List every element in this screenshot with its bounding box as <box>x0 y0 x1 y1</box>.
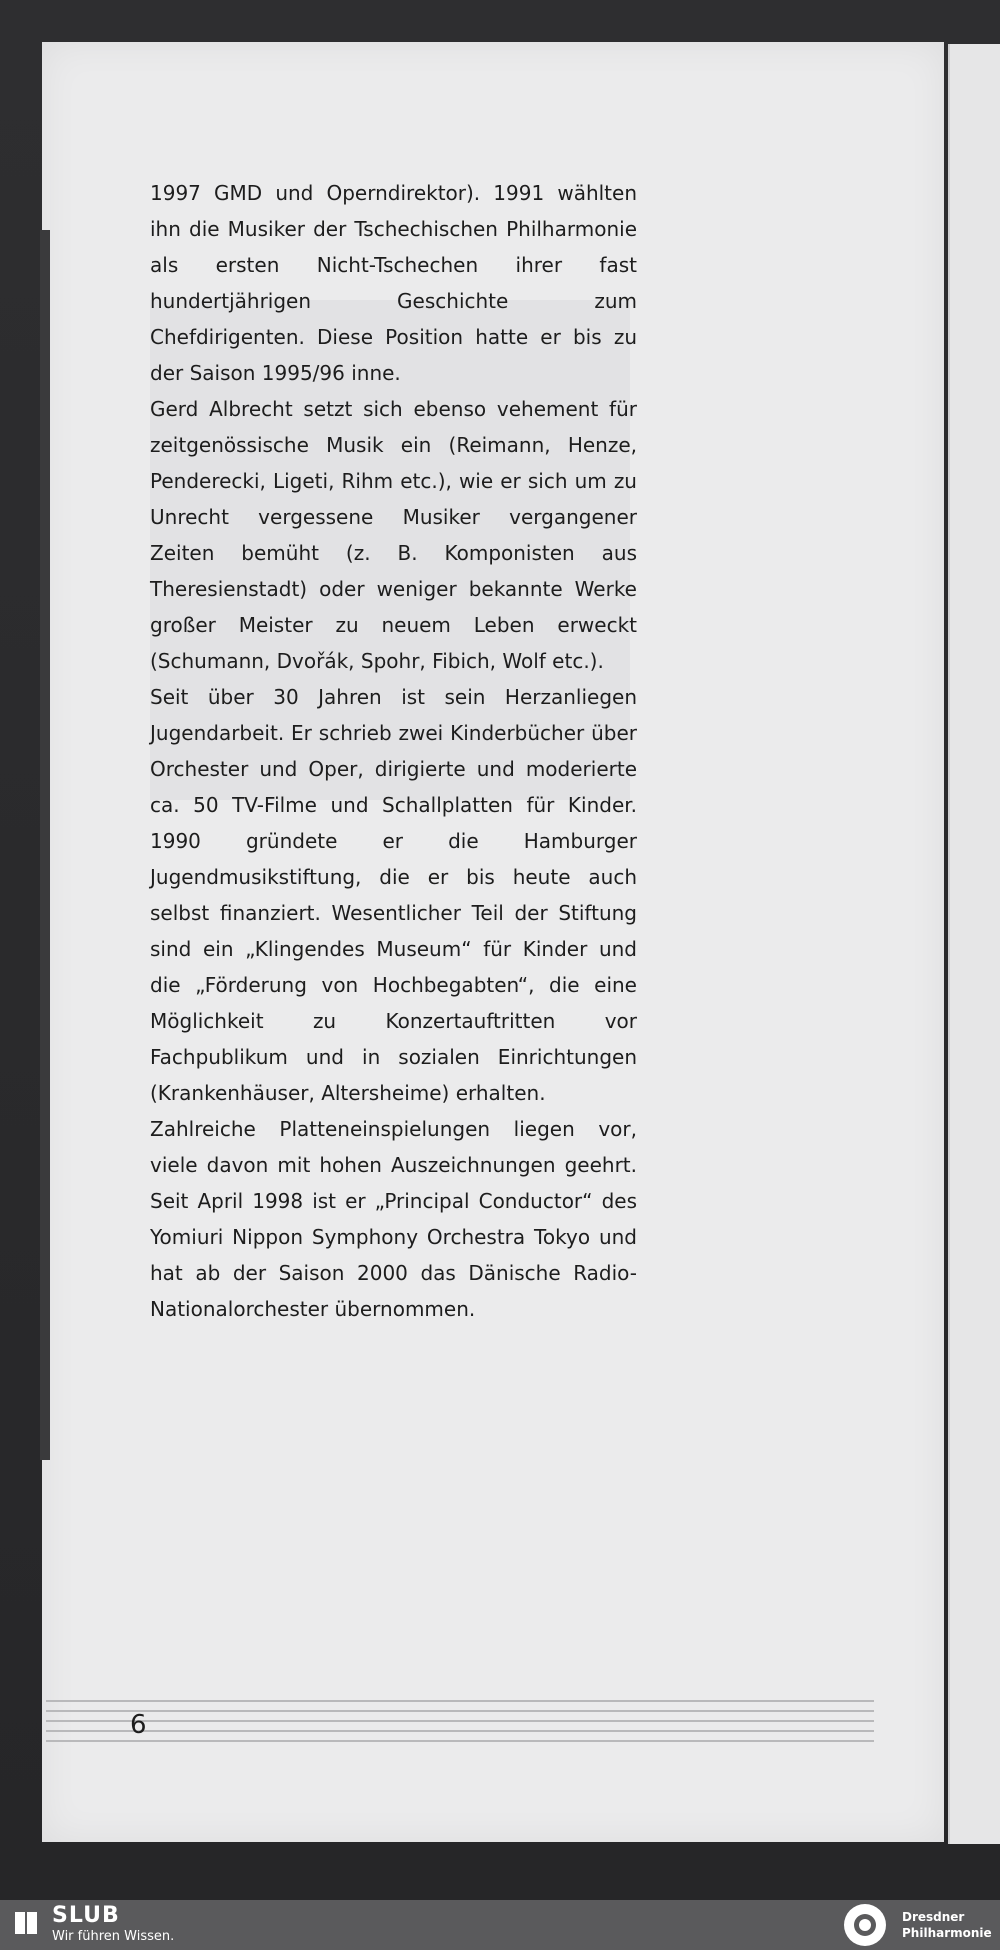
dp-name-line2: Philharmonie <box>902 1926 992 1940</box>
paragraph: Seit über 30 Jahren ist sein Herzanliegen Jugendarbeit. Er schrieb zwei Kinderbücher über Orchester und Oper, dirigierte und moderierte ca. 50 TV-Filme und Schallplatten für Kinder. 1990 gründete er die Hamburger Jugendmusikstiftung, die er bis heute auch selbst finanziert. Wesentlicher Teil der Stiftung sind ein „Klingendes Museum“ für Kinder und die „Förderung von Hochbegabten“, die eine Möglichkeit zu Konzertauftritten vor Fachpublikum und in sozialen Einrichtungen (Krankenhäuser, Altersheime) erhalten. <box>150 685 637 1105</box>
body-text <box>150 175 637 1327</box>
paragraph: 1997 GMD und Operndirektor). 1991 wählten ihn die Musiker der Tschechischen Philharmonie als ersten Nicht-Tschechen ihrer fast hundertjährigen Geschichte zum Chefdirigenten. Diese Position hatte er bis zu der Saison 1995/96 inne. <box>150 181 637 385</box>
page-gutter-shadow <box>40 230 50 1460</box>
dresdner-philharmonie-logo-icon <box>840 1902 890 1948</box>
slub-name: SLUB <box>52 1903 120 1928</box>
paragraph: Zahlreiche Platteneinspielungen liegen vor, viele davon mit hohen Auszeichnungen geehrt. Seit April 1998 ist er „Principal Conductor“ des Yomiuri Nippon Symphony Orchestra Tokyo und hat ab der Saison 2000 das Dänische Radio-Nationalorchester übernommen. <box>150 1117 637 1321</box>
facing-page-edge <box>948 44 1000 1844</box>
page-number: 6 <box>130 1710 147 1740</box>
viewer-footer <box>0 1900 1000 1950</box>
slub-tagline: Wir führen Wissen. <box>52 1929 175 1944</box>
music-staff-lines <box>46 1700 874 1748</box>
paragraph: Gerd Albrecht setzt sich ebenso vehement für zeitgenössische Musik ein (Reimann, Henze, Penderecki, Ligeti, Rihm etc.), wie er sich um zu Unrecht vergessene Musiker vergangener Zeiten bemüht (z. B. Komponisten aus Theresienstadt) oder weniger bekannte Werke großer Meister zu neuem Leben erweckt (Schumann, Dvořák, Spohr, Fibich, Wolf etc.). <box>150 397 637 673</box>
dp-name-line1: Dresdner <box>902 1910 965 1924</box>
dresdner-philharmonie-name <box>902 1909 992 1941</box>
slub-book-icon <box>14 1910 38 1936</box>
